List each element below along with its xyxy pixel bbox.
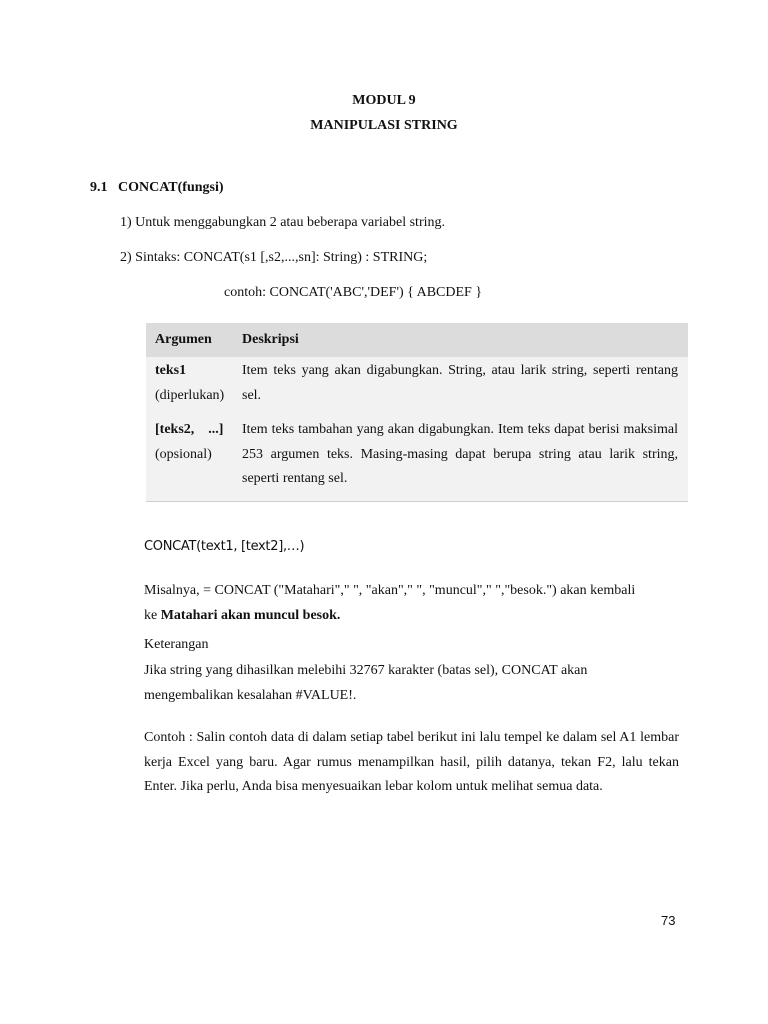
syntax-line: CONCAT(text1, [text2],…) [144, 539, 305, 554]
argument-cell [146, 414, 233, 501]
page-title: MANIPULASI STRING [310, 118, 458, 133]
argument-requirement: (opsional) [155, 446, 212, 462]
table-row [146, 414, 688, 501]
table-row [146, 357, 688, 414]
page-number: 73 [661, 913, 676, 928]
column-header-deskripsi: Deskripsi [233, 323, 688, 357]
example-result: Matahari akan muncul besok. [160, 607, 341, 623]
notes-heading: Keterangan [144, 637, 209, 652]
description-cell: Item teks yang akan digabungkan. String, atau larik string, seperti rentang sel. [233, 357, 688, 414]
notes-text: Jika string yang dihasilkan melebihi 32767 karakter (batas sel), CONCAT akan mengembalikan kesalahan #VALUE!. [144, 663, 588, 703]
arguments-table [146, 323, 688, 502]
column-header-argumen: Argumen [146, 323, 233, 357]
example-lead: Misalnya, = CONCAT ("Matahari"," ", "akan"," ", "muncul"," ","besok.") akan kembali [144, 583, 636, 598]
argument-name: teks1 [155, 363, 187, 378]
argument-name: [teks2, ...] [155, 422, 224, 437]
example-prefix: ke [144, 607, 161, 623]
section-heading: 9.1 CONCAT(fungsi) [90, 180, 224, 195]
argument-requirement: (diperlukan) [155, 387, 225, 403]
example-line: contoh: CONCAT('ABC','DEF') { ABCDEF } [224, 285, 483, 300]
module-label: MODUL 9 [352, 93, 416, 108]
description-cell: Item teks tambahan yang akan digabungkan. Item teks dapat berisi maksimal 253 argumen teks. Masing-masing dapat berupa string atau larik string, seperti rentang sel. [233, 414, 688, 501]
list-item-1: 1) Untuk menggabungkan 2 atau beberapa variabel string. [120, 215, 446, 230]
table-header-row [146, 323, 688, 357]
argument-cell [146, 357, 233, 414]
example-paragraph [144, 579, 679, 628]
contoh-paragraph: Contoh : Salin contoh data di dalam setiap tabel berikut ini lalu tempel ke dalam sel A1 lembar kerja Excel yang baru. Agar rumus menampilkan hasil, pilih datanya, tekan F2, lalu tekan Enter. Jika perlu, Anda bisa menyesuaikan lebar kolom untuk melihat semua data. [144, 730, 679, 794]
list-item-2: 2) Sintaks: CONCAT(s1 [,s2,...,sn]: String) : STRING; [120, 250, 428, 265]
